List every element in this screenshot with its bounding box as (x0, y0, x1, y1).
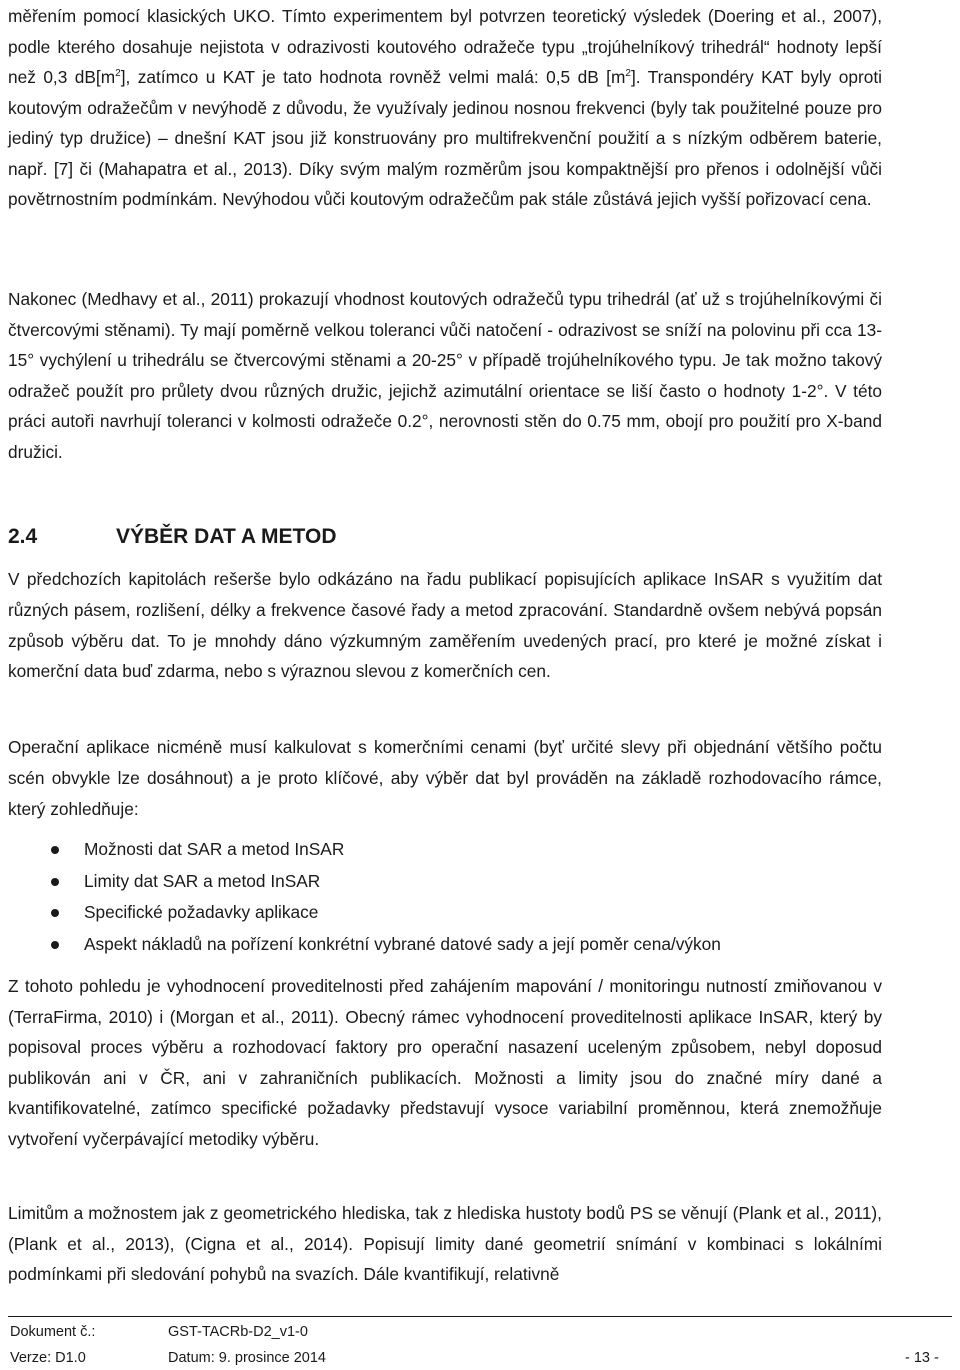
paragraph-feasibility (8, 971, 882, 1155)
section-number: 2.4 (8, 525, 38, 548)
bullet-list (84, 834, 884, 960)
list-item: Možnosti dat SAR a metod InSAR (84, 834, 884, 866)
footer-version: Verze: D1.0 (10, 1350, 86, 1366)
superscript: 2 (625, 68, 631, 79)
superscript: 2 (115, 68, 121, 79)
paragraph-text: ], zatímco u KAT je tato hodnota rovněž velmi malá: 0,5 dB [m (120, 67, 626, 87)
paragraph-text: ]. Transpondéry KAT byly oproti koutovým odražečům v nevýhodě z důvodu, že využívaly jedinou nosnou frekvenci (byly tak použitelné pouze pro jediný typ družice) – dnešní KAT jsou již konstruovány pro multifrekvenční použití a s nízkým odběrem baterie, např. [7] či (Mahapatra et al., 2013). Díky svým malým rozměrům jsou kompaktnější pro přenos i odolnější vůči povětrnostním podmínkám. Nevýhodou vůči koutovým odražečům pak stále zůstává jejich vyšší pořizovací cena. (8, 67, 883, 209)
paragraph-intro (8, 564, 882, 687)
section-heading (8, 520, 337, 554)
paragraph-text: Operační aplikace nicméně musí kalkulovat s komerčními cenami (byť určité slevy při objednání většího počtu scén obvykle lze dosáhnout) a je proto klíčové, aby výběr dat byl prováděn na základě rozhodovacího rámce, který zohledňuje: (8, 737, 882, 819)
list-item: Limity dat SAR a metod InSAR (84, 866, 884, 898)
paragraph-medhavy (8, 284, 882, 467)
paragraph-operational (8, 732, 882, 824)
paragraph-limits (8, 1198, 882, 1290)
footer-divider (8, 1316, 952, 1317)
footer-date: Datum: 9. prosince 2014 (168, 1350, 326, 1366)
list-item: Specifické požadavky aplikace (84, 897, 884, 929)
footer-document-id: GST-TACRb-D2_v1-0 (168, 1324, 308, 1340)
list-item: Aspekt nákladů na pořízení konkrétní vybrané datové sady a její poměr cena/výkon (84, 929, 884, 961)
page-number: - 13 - (905, 1350, 939, 1366)
paragraph-text: Nakonec (Medhavy et al., 2011) prokazují vhodnost koutových odražečů typu trihedrál (ať už s trojúhelníkovými či čtvercovými stěnami). Ty mají poměrně velkou toleranci vůči natočení - odrazivost se sníží na polovinu při cca 13-15° vychýlení u trihedrálu se čtvercovými stěnami a 20-25° v případě trojúhelníkového typu. Je tak možno takový odražeč použít pro průlety dvou různých družic, jejichž azimutální orientace se liší často o hodnoty 1-2°. V této práci autoři navrhují toleranci v kolmosti odražeče 0.2°, nerovnosti stěn do 0.75 mm, obojí pro použití pro X-band družici. (8, 289, 882, 462)
paragraph-transponders (8, 1, 882, 215)
paragraph-text: měřením pomocí klasických UKO. Tímto experimentem byl potvrzen teoretický výsledek (Doering et al., 2007), podle kterého dosahuje nejistota v odrazivosti koutového odražeče typu „trojúhelníkový trihedrál“ hodnoty lepší než 0,3 dB[m (8, 6, 882, 87)
paragraph-text: V předchozích kapitolách rešerše bylo odkázáno na řadu publikací popisujících aplikace InSAR s využitím dat různých pásem, rozlišení, délky a frekvence časové řady a metod zpracování. Standardně ovšem nebývá popsán způsob výběru dat. To je mnohdy dáno výzkumným zaměřením uvedených prací, pro které je možné získat i komerční data buď zdarma, nebo s výraznou slevou z komerčních cen. (8, 569, 882, 682)
section-title: VÝBĚR DAT A METOD (116, 525, 337, 548)
paragraph-text: Z tohoto pohledu je vyhodnocení proveditelnosti před zahájením mapování / monitoringu nutností zmiňovanou v (TerraFirma, 2010) i (Morgan et al., 2011). Obecný rámec vyhodnocení proveditelnosti aplikace InSAR, který by popisoval proces výběru a rozhodovací faktory pro operační nasazení uceleným způsobem, nebyl doposud publikován ani v ČR, ani v zahraničních publikacích. Možnosti a limity jsou do značné míry dané a kvantifikovatelné, zatímco specifické požadavky představují vysoce variabilní proměnnou, která znemožňuje vytvoření vyčerpávající metodiky výběru. (8, 976, 882, 1149)
footer-document-label: Dokument č.: (10, 1324, 96, 1340)
paragraph-text: Limitům a možnostem jak z geometrického hlediska, tak z hlediska hustoty bodů PS se věnují (Plank et al., 2011), (Plank et al., 2013), (Cigna et al., 2014). Popisují limity dané geometrií snímání v kombinaci s lokálními podmínkami při sledování pohybů na svazích. Dále kvantifikují, relativně (8, 1203, 882, 1285)
